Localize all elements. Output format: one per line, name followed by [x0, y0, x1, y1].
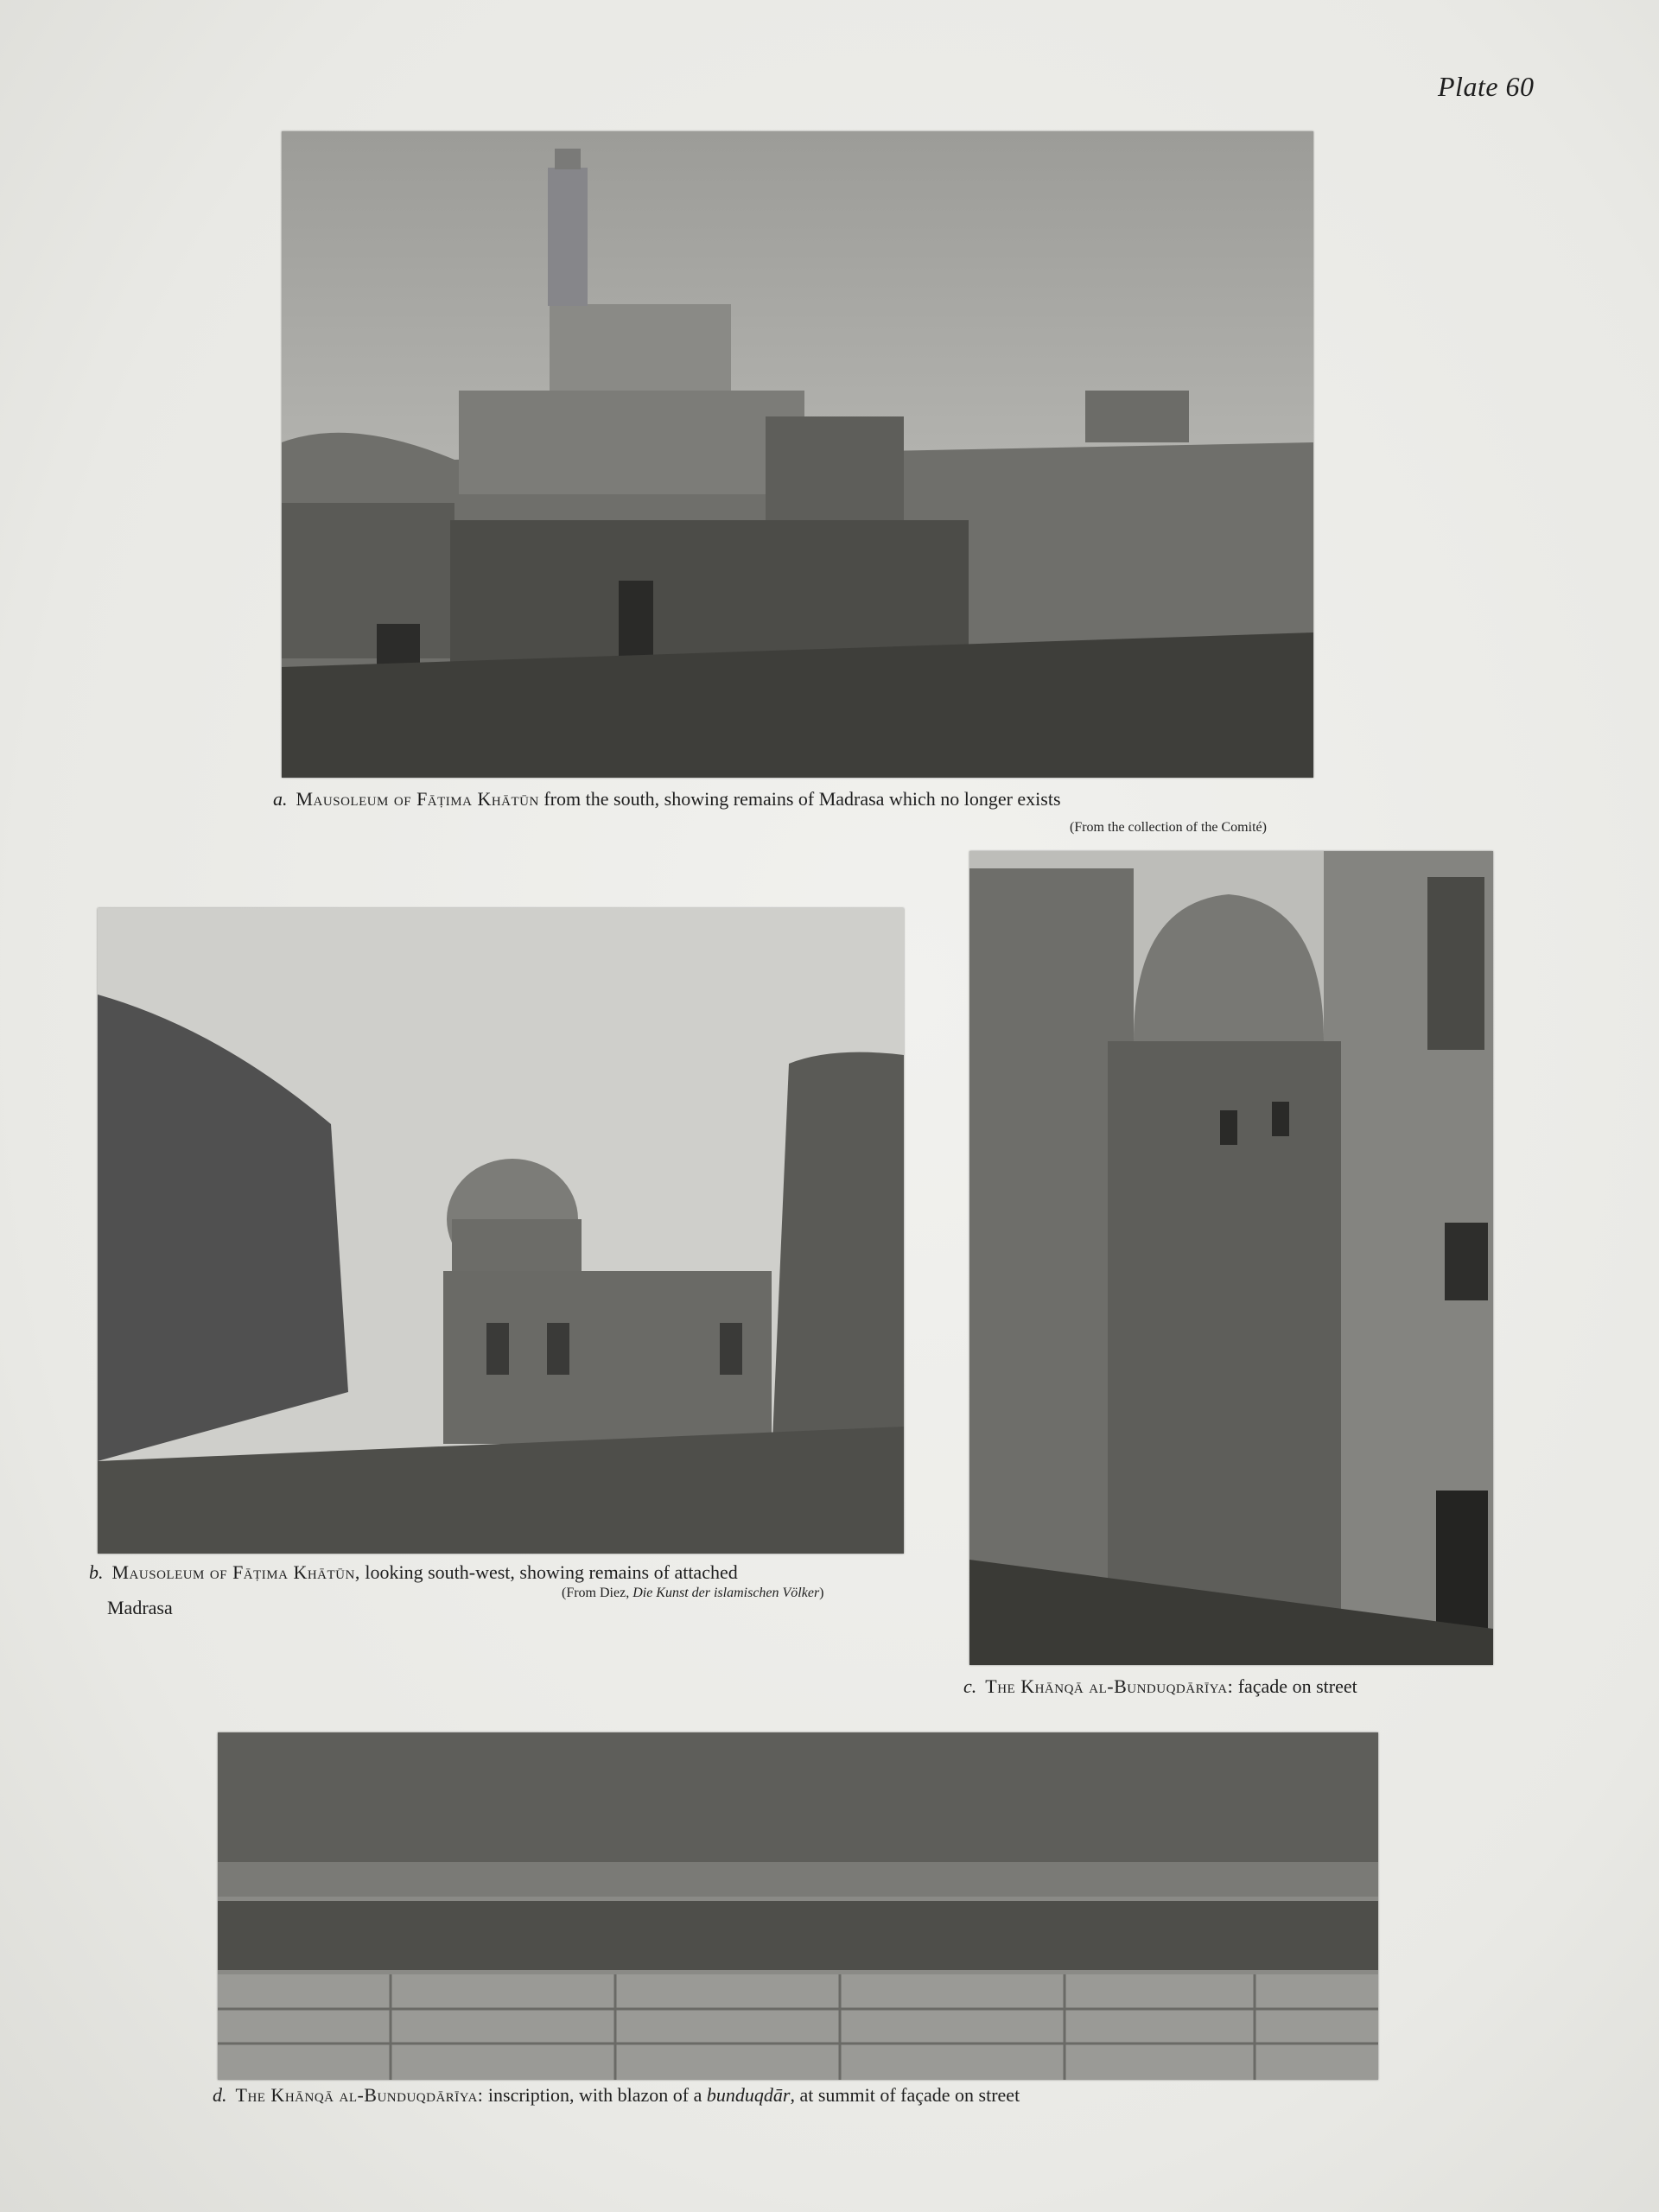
caption-letter: a. — [273, 788, 288, 810]
caption-letter: d. — [213, 2084, 227, 2106]
caption-text: inscription, with blazon of a — [487, 2084, 702, 2106]
caption-title: The Khānqā al-Bunduqdārīya: — [985, 1675, 1234, 1697]
photo-mausoleum-south-west-view — [98, 908, 904, 1554]
photo-khanqa-inscription — [218, 1732, 1378, 2080]
caption-title: Mausoleum of Fāṭima Khātūn, — [111, 1561, 360, 1583]
photo-khanqa-facade — [969, 851, 1493, 1665]
caption-a — [273, 787, 1061, 810]
photo-mausoleum-south-view — [282, 131, 1313, 778]
caption-title: Mausoleum of Fāṭima Khātūn — [296, 788, 539, 810]
caption-italic-term: bunduqdār — [706, 2084, 791, 2106]
caption-b-continuation: Madrasa — [107, 1597, 173, 1618]
caption-text: from the south, showing remains of Madrasa which no longer exists — [543, 788, 1061, 810]
caption-title: The Khānqā al-Bunduqdārīya: — [235, 2084, 484, 2106]
credit-b — [562, 1585, 824, 1602]
caption-letter: c. — [963, 1675, 977, 1697]
plate-number: Plate 60 — [1438, 71, 1535, 102]
credit-suffix: ) — [819, 1586, 824, 1600]
caption-text-end: , at summit of façade on street — [790, 2084, 1020, 2106]
credit-book-title: Die Kunst der islamischen Völker — [632, 1586, 820, 1600]
credit-prefix: (From Diez, — [562, 1586, 630, 1600]
caption-b — [89, 1560, 738, 1584]
caption-letter: b. — [89, 1561, 104, 1583]
caption-c — [963, 1675, 1357, 1698]
credit-a: (From the collection of the Comité) — [1070, 820, 1267, 835]
caption-text: looking south-west, showing remains of attached — [365, 1561, 738, 1583]
caption-text: façade on street — [1237, 1675, 1357, 1697]
caption-d — [213, 2083, 1020, 2107]
